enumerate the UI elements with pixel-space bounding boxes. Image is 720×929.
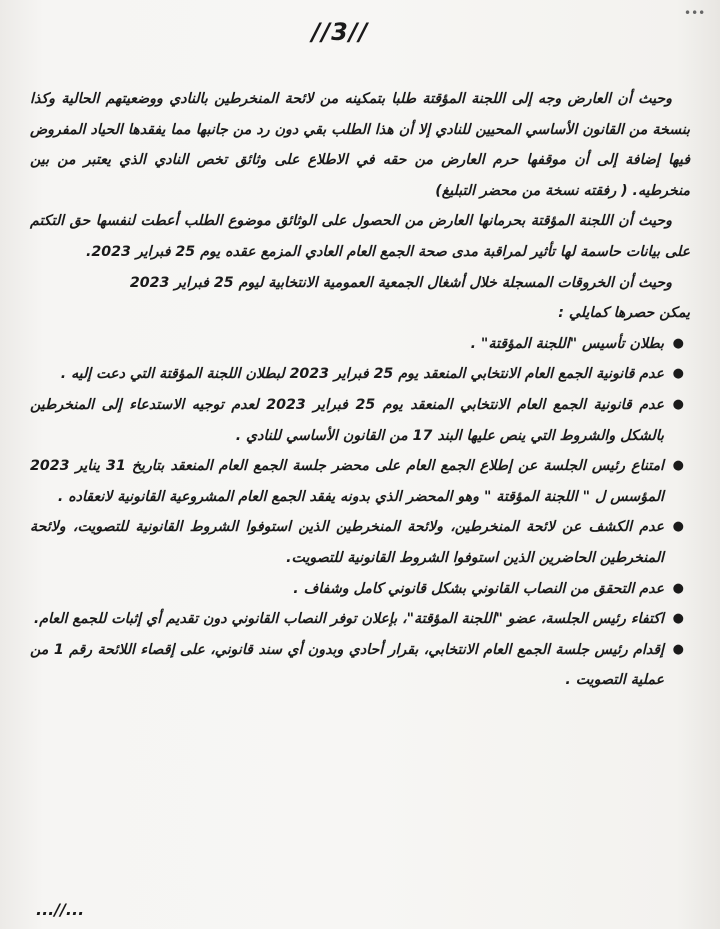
list-item-text: عدم قانونية الجمع العام الانتخابي المنعقد يوم 25 فبراير 2023 لبطلان اللجنة المؤقتة التي دعت إليه . xyxy=(60,366,664,383)
list-item-text: امتناع رئيس الجلسة عن إطلاع الجمع العام على محضر جلسة الجمع العام المنعقد بتاريخ 31 يناير 2023 المؤسس ل " اللجنة المؤقتة " وهو المحضر الذي بدونه يفقد الجمع العام المشروعية القانونية لانعقاده . xyxy=(30,458,664,505)
list-item xyxy=(30,604,684,635)
list-item-text: اكتفاء رئيس الجلسة، عضو "اللجنة المؤقتة"، بإعلان توفر النصاب القانوني دون تقديم أي إثبات للجمع العام. xyxy=(33,611,664,628)
paragraph-3: وحيث أن الخروقات المسجلة خلال أشغال الجمعية العمومية الانتخابية ليوم 25 فبراير 2023 xyxy=(129,274,672,291)
page-number: //3// xyxy=(311,18,369,46)
bullet-icon: ● xyxy=(672,611,684,627)
bullet-icon: ● xyxy=(672,335,684,351)
continuation-mark: ...//... xyxy=(36,900,85,919)
list-item-text: عدم قانونية الجمع العام الانتخابي المنعقد يوم 25 فبراير 2023 لعدم توجيه الاستدعاء إلى المنخرطين بالشكل والشروط التي ينص عليها البند 17 من القانون الأساسي للنادي . xyxy=(30,396,664,444)
violations-list xyxy=(30,329,690,696)
document-body xyxy=(30,84,690,696)
list-item xyxy=(30,451,684,512)
bullet-icon: ● xyxy=(672,458,684,474)
bullet-icon: ● xyxy=(672,641,684,657)
list-item xyxy=(30,329,684,360)
list-item-text: عدم التحقق من النصاب القانوني بشكل قانوني كامل وشفاف . xyxy=(293,580,664,597)
paragraph-1: وحيث أن العارض وجه إلى اللجنة المؤقتة طلبا بتمكينه من لائحة المنخرطين بالنادي ووضعيتهم الحالية وكذا بنسخة من القانون الأساسي المحيين للنادي إلا أن هذا الطلب بقي دون رد من جانبها مما يفقدها الحياد المفروض فيها إضافة إلى أن موقفها حرم العارض من حقه في الاطلاع على وثائق تخص النادي الذي يعتبر من بين منخرطيه. ( رفقته نسخة من محضر التبليغ) xyxy=(30,91,690,199)
bullet-icon: ● xyxy=(672,519,684,535)
list-item-text: إقدام رئيس جلسة الجمع العام الانتخابي، بقرار أحادي وبدون أي سند قانوني، على إقصاء اللائحة رقم 1 من عملية التصويت . xyxy=(30,641,664,689)
list-item-text: عدم الكشف عن لائحة المنخرطين، ولائحة المنخرطين الذين استوفوا الشروط القانونية للتصويت، ولائحة المنخرطين الحاضرين الذين استوفوا الشروط القانونية للتصويت. xyxy=(30,519,664,566)
corner-mark: ••• xyxy=(684,6,706,20)
paragraph-2: وحيث أن اللجنة المؤقتة بحرمانها العارض من الحصول على الوثائق موضوع الطلب أعطت لنفسها حق التكتم على بيانات حاسمة لها تأثير لمراقبة مدى صحة الجمع العام العادي المزمع عقده يوم 25 فبراير 2023. xyxy=(30,213,690,260)
bullet-icon: ● xyxy=(672,366,684,382)
bullet-icon: ● xyxy=(672,396,684,412)
list-item xyxy=(30,512,684,573)
list-item xyxy=(30,574,684,605)
list-item-text: بطلان تأسيس "اللجنة المؤقتة" . xyxy=(470,335,664,352)
list-item xyxy=(30,390,684,451)
paragraph-3-continuation: يمكن حصرها كمايلي : xyxy=(558,305,690,322)
bullet-icon: ● xyxy=(672,580,684,596)
list-item xyxy=(30,635,684,696)
list-item xyxy=(30,359,684,390)
